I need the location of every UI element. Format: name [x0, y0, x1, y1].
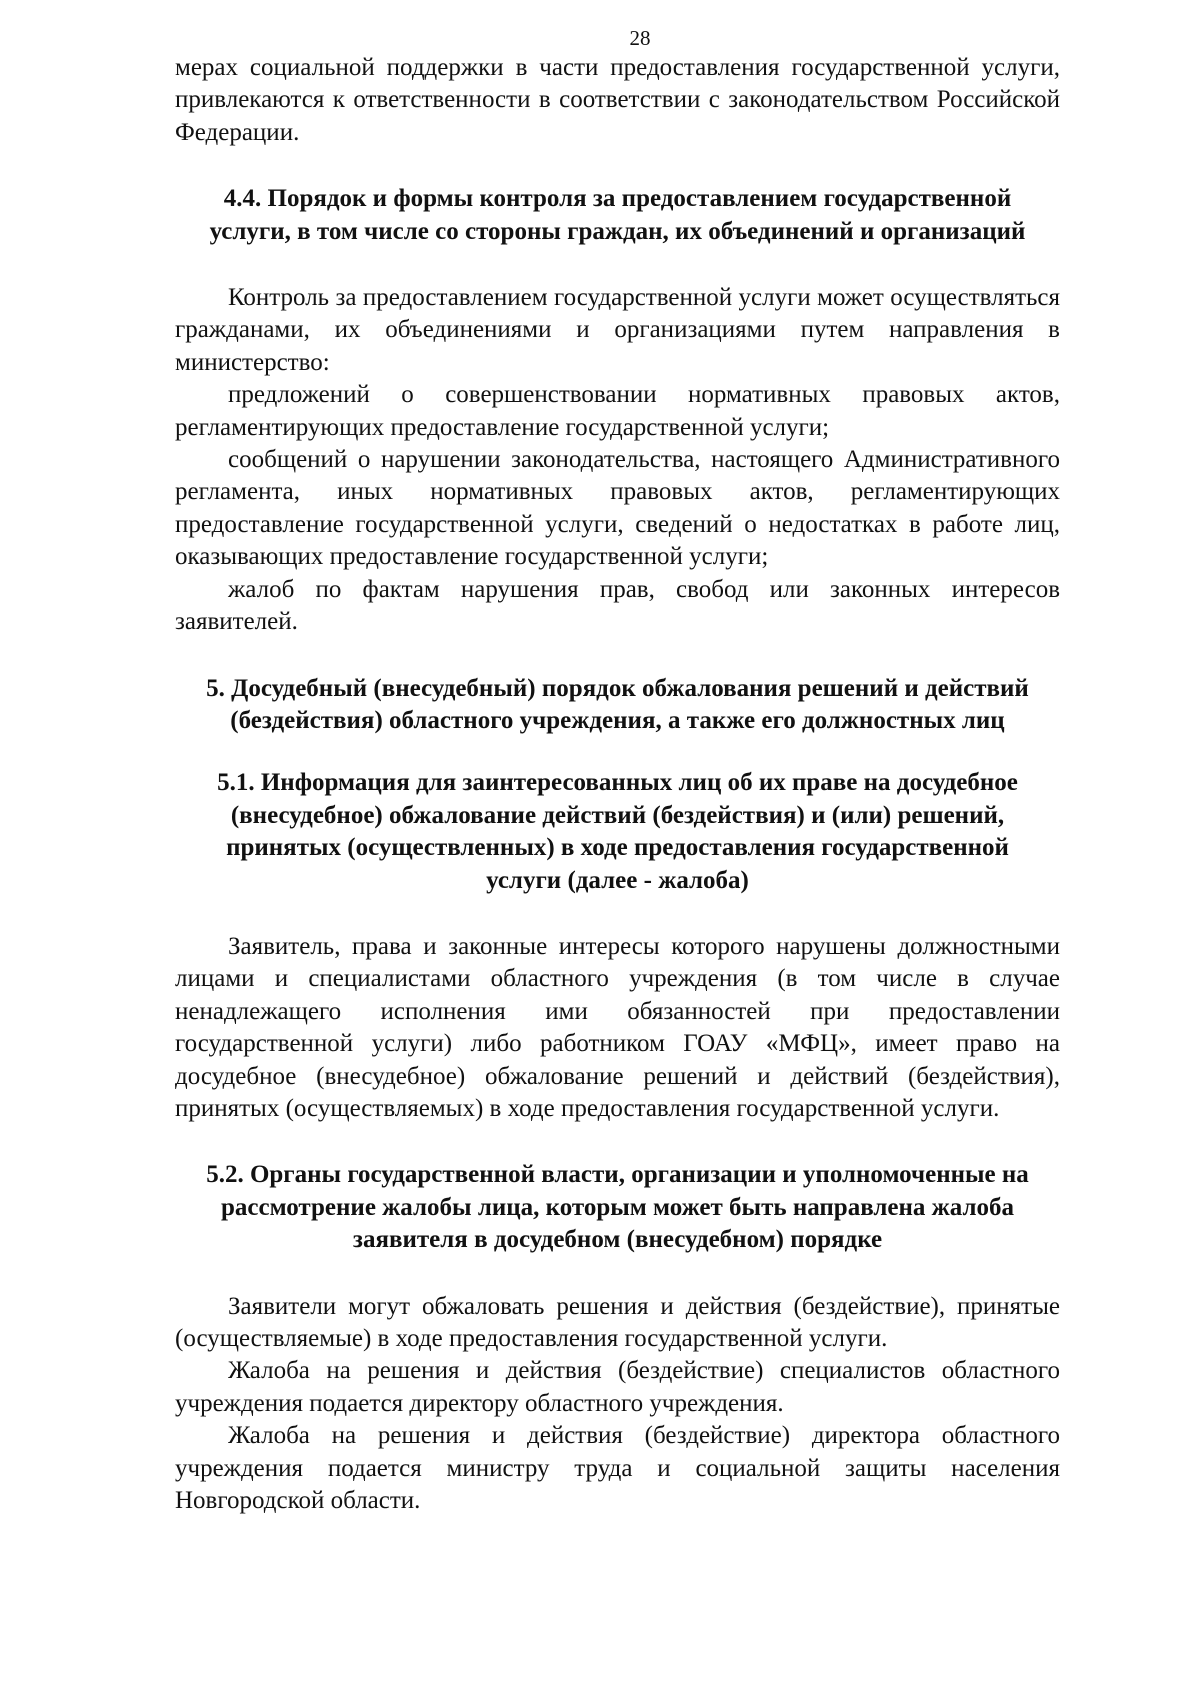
paragraph-complaints: жалоб по фактам нарушения прав, свобод или законных интересов заявителей. — [175, 575, 1060, 636]
paragraph-reports: сообщений о нарушении законодательства, настоящего Административного регламента, иных нормативных правовых актов, регламентирующих предоставление государственной услуги, сведений о недостатках в работе лиц, оказывающих предоставление государственной услуги; — [175, 446, 1060, 571]
paragraph-appeal: Заявители могут обжаловать решения и действия (бездействие), принятые (осуществляемые) в ходе предоставления государственной услуги. — [175, 1292, 1060, 1352]
paragraph-specialists: Жалоба на решения и действия (бездействие) специалистов областного учреждения подается директору областного учреждения. — [175, 1357, 1060, 1417]
section-heading-5-2: 5.2. Органы государственной власти, организации и уполномоченные на рассмотрение жалобы лица, которым может быть направлена жалоба заявителя в досудебном (внесудебном) порядке — [206, 1161, 1029, 1254]
paragraph-proposals: предложений о совершенствовании нормативных правовых актов, регламентирующих предоставление государственной услуги; — [175, 381, 1060, 441]
page-number: 28 — [629, 26, 651, 50]
paragraph-control: Контроль за предоставлением государственной услуги может осуществляться гражданами, их объединениями и организациями путем направления в министерство: — [175, 284, 1060, 376]
section-heading-4-4: 4.4. Порядок и формы контроля за предоставлением государственной услуги, в том числе со стороны граждан, их объединений и организаций — [209, 185, 1026, 245]
section-heading-5-1: 5.1. Информация для заинтересованных лиц об их праве на досудебное (внесудебное) обжалование действий (бездействия) и (или) решений, принятых (осуществленных) в ходе предоставления государственной услуги (далее - жалоба) — [217, 769, 1018, 894]
section-heading-5: 5. Досудебный (внесудебный) порядок обжалования решений и действий (бездействия) областного учреждения, а также его должностных лиц — [206, 674, 1029, 734]
paragraph-applicant-rights: Заявитель, права и законные интересы которого нарушены должностными лицами и специалистами областного учреждения (в том числе в случае ненадлежащего исполнения ими обязанностей при предоставлении государственной услуги) либо работником ГОАУ «МФЦ», имеет право на досудебное (внесудебное) обжалование решений и действий (бездействия), принятых (осуществляемых) в ходе предоставления государственной услуги. — [175, 932, 1060, 1122]
paragraph-continuation: мерах социальной поддержки в части предоставления государственной услуги, привлекаются к ответственности в соответствии с законодательством Российской Федерации. — [175, 54, 1060, 146]
paragraph-director: Жалоба на решения и действия (бездействие) директора областного учреждения подается министру труда и социальной защиты населения Новгородской области. — [175, 1422, 1060, 1515]
